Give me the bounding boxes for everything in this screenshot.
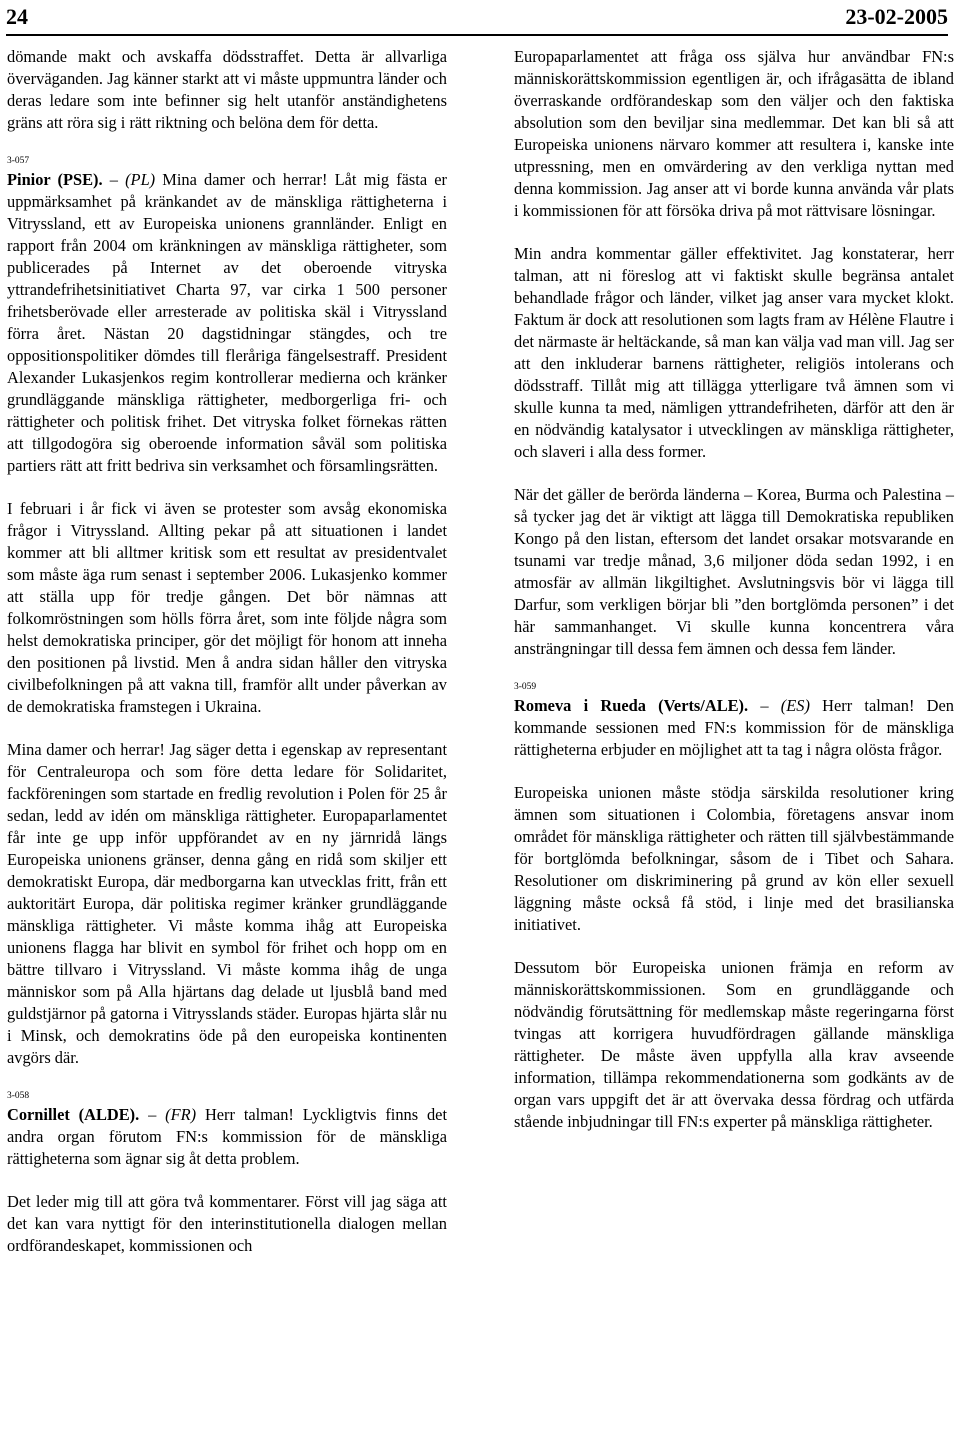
speaker-name: Romeva i Rueda (Verts/ALE).: [514, 696, 749, 715]
paragraph: Det leder mig till att göra två kommentarer. Först vill jag säga att det kan vara nyttigt för den interinstitutionella dialogen mellan ordförandeskapet, kommissionen och: [7, 1192, 447, 1255]
speech-text: Mina damer och herrar! Låt mig fästa er uppmärksamhet på kränkandet av de mänskliga rättigheterna i Vitryssland, ett av Europeiska unionens grannländer. Enligt en rapport från 2004 om kränkningen av mänskliga rättigheter, som publicerades på Internet av det oberoende vitryska yttrandefrihetsinitiativet Charta 97, var cirka 1 500 personer frihetsberövade eller arresterade av politiska skäl i Vitryssland förra året. Nästan 20 dagstidningar stängdes, och tre oppositionspolitiker dömdes till fleråriga fängelsestraff. President Alexander Lukasjenkos regim kontrollerar medierna och kränker grundläggande mänskliga rättigheter, medborgerliga fri- och rättigheter och politisk frihet. Det vitryska folket förnekas rätten att tillgodogöra sig oberoende information såväl som politiska partiers rätt att fritt bedriva sin verksamhet och församlingsrätten.: [7, 170, 448, 475]
speaker-name: Pinior (PSE).: [7, 170, 103, 189]
dash: –: [748, 696, 781, 715]
paragraph: I februari i år fick vi även se protester som avsåg ekonomiska frågor i Vitryssland. Allting pekar på att situationen i landet kommer att bli alltmer kritisk som ett resultat av presidentvalet som måste äga rum senast i september 2006. Lukasjenko kommer att ställa upp för tredje gången. Det bör nämnas att folkomröstningen som hölls förra året, som inte följde några som helst demokratiska principer, gör det möjligt för honom att inneha den positionen på livstid. Men å andra sidan håller den vitryska civilbefolkningen på att vakna till, framför allt under påverkan av de demokratiska framstegen i Ukraina.: [7, 499, 447, 716]
paragraph: Mina damer och herrar! Jag säger detta i egenskap av representant för Centraleuropa och som före detta ledare för Solidaritet, fackföreningen som startade en fredlig revolution i Polen för 25 år sedan, ledd av idén om mänskliga rättigheter. Europaparlamentet får inte ge upp inför uppförandet av en ny järnridå längs Europeiska unionens gränser, denna gång en ridå som skiljer ett demokratiskt Europa, där medborgarna kan utvecklas fritt, från ett auktoritärt Europa, där politiska regimer kränker grundläggande mänskliga rättigheter. Vi måste komma ihåg att Europeiska unionens flagga har blivit en symbol för frihet och hopp om en bättre tillvaro i Vitryssland. Vi måste komma ihåg de unga människor som på Alla hjärtans dag delade ut ljusblå band med guldstjärnor på gatorna i Vitrysslands städer. Europas hjärta slår nu i Minsk, och demokratins öde på den europeiska kontinenten avgörs där.: [7, 740, 447, 1067]
dash: –: [139, 1105, 166, 1124]
speech-text: Herr talman! Lyckligtvis finns det andra organ förutom FN:s kommission för de mänskliga rättigheterna som ägnar sig åt detta problem.: [7, 1105, 448, 1168]
speech-reference: 3-059: [514, 682, 537, 692]
left-column: [7, 46, 447, 1278]
speech-paragraph: [7, 1104, 447, 1170]
speech-text: Herr talman! Den kommande sessionen med FN:s kommission för de mänskliga rättigheterna erbjuder en möjlighet att ta tag i några olösta frågor.: [514, 696, 954, 759]
language-code: (PL): [125, 170, 156, 189]
speech-paragraph: [7, 169, 447, 477]
dash: –: [102, 170, 126, 189]
paragraph: Min andra kommentar gäller effektivitet. Jag konstaterar, herr talman, att ni föreslog att vi faktiskt skulle begränsa antalet behandlade frågor och länder, vilket jag anser vara mycket klokt. Faktum är dock att resolutionen som lagts fram av Hélène Flautre i det närmaste är heltäckande, så man kan välja vad man vill. Jag ser att den inkluderar barnens rättigheter, religiös intolerans och dödsstraff. Tillåt mig att tillägga ytterligare två ämnen som vi skulle kunna ta med, nämligen yttrandefriheten, därför att den är en nödvändig katalysator i utvecklingen av mänskliga rättigheter, och slaveri i alla dess former.: [514, 244, 954, 461]
paragraph: När det gäller de berörda länderna – Korea, Burma och Palestina – så tycker jag det är viktigt att lägga till Demokratiska republiken Kongo på den listan, eftersom det landet orsakar motsvarande en tsunami var tredje månad, 3,6 miljoner döda sedan 1992, i en atmosfär av allmän likgiltighet. Avslutningsvis bör vi lägga till Darfur, som verkligen börjar bli ”den bortglömda personen” i det här sammanhanget. Vi skulle kunna koncentrera våra ansträngningar till dessa fem ämnen och dessa fem länder.: [514, 485, 954, 658]
paragraph: Europaparlamentet att fråga oss själva hur användbar FN:s människorättskommission egentligen är, och ifrågasätta de ibland överraskande ordförandeskap som den väljer och den faktiska absolution som den beviljar sina medlemmar. Det kan bli så att Europeiska unionens närvaro kommer att resultera i, kanske inte utpressning, men en omvärdering av den verkliga nyttan med denna kommission. Jag anser att vi borde kunna använda vår plats i kommissionen för att försöka driva på mot rättvisare lösningar.: [514, 47, 954, 220]
page-date: 23-02-2005: [845, 4, 948, 29]
page-number: 24: [6, 4, 28, 29]
paragraph: dömande makt och avskaffa dödsstraffet. Detta är allvarliga överväganden. Jag känner starkt att vi måste uppmuntra länder och deras ledare som inte befinner sig helt utanför anständighetens gräns att röra sig i rätt riktning och belöna dem för detta.: [7, 47, 447, 132]
speech-paragraph: [514, 695, 954, 761]
language-code: (ES): [780, 696, 810, 715]
paragraph: Dessutom bör Europeiska unionen främja en reform av människorättskommissionen. Som en grundläggande och nödvändig förutsättning för medlemskap måste regeringarna först tvingas att korrigera huvudfördragen gällande mänskliga rättigheter. De måste även uppfylla alla krav avseende information, tillämpa rekommendationerna som godkänts av de organ vars uppgift det är att övervaka dessa fördrag och utfärda stående inbjudningar till FN:s experter på mänskliga rättigheter.: [514, 958, 954, 1131]
speech-reference: 3-058: [7, 1091, 30, 1101]
language-code: (FR): [165, 1105, 197, 1124]
speech-reference: 3-057: [7, 156, 30, 166]
page-header: [6, 0, 948, 36]
speaker-name: Cornillet (ALDE).: [7, 1105, 140, 1124]
paragraph: Europeiska unionen måste stödja särskilda resolutioner kring ämnen som situationen i Colombia, företagens ansvar inom området för mänskliga rättigheter och rätten till självbestämmande för bortglömda befolkningar, såsom de i Tibet och Sahara. Resolutioner om diskriminering på grund av kön eller sexuell läggning måste också få stöd, i linje med det brasilianska initiativet.: [514, 783, 954, 934]
right-column: [514, 46, 954, 1154]
